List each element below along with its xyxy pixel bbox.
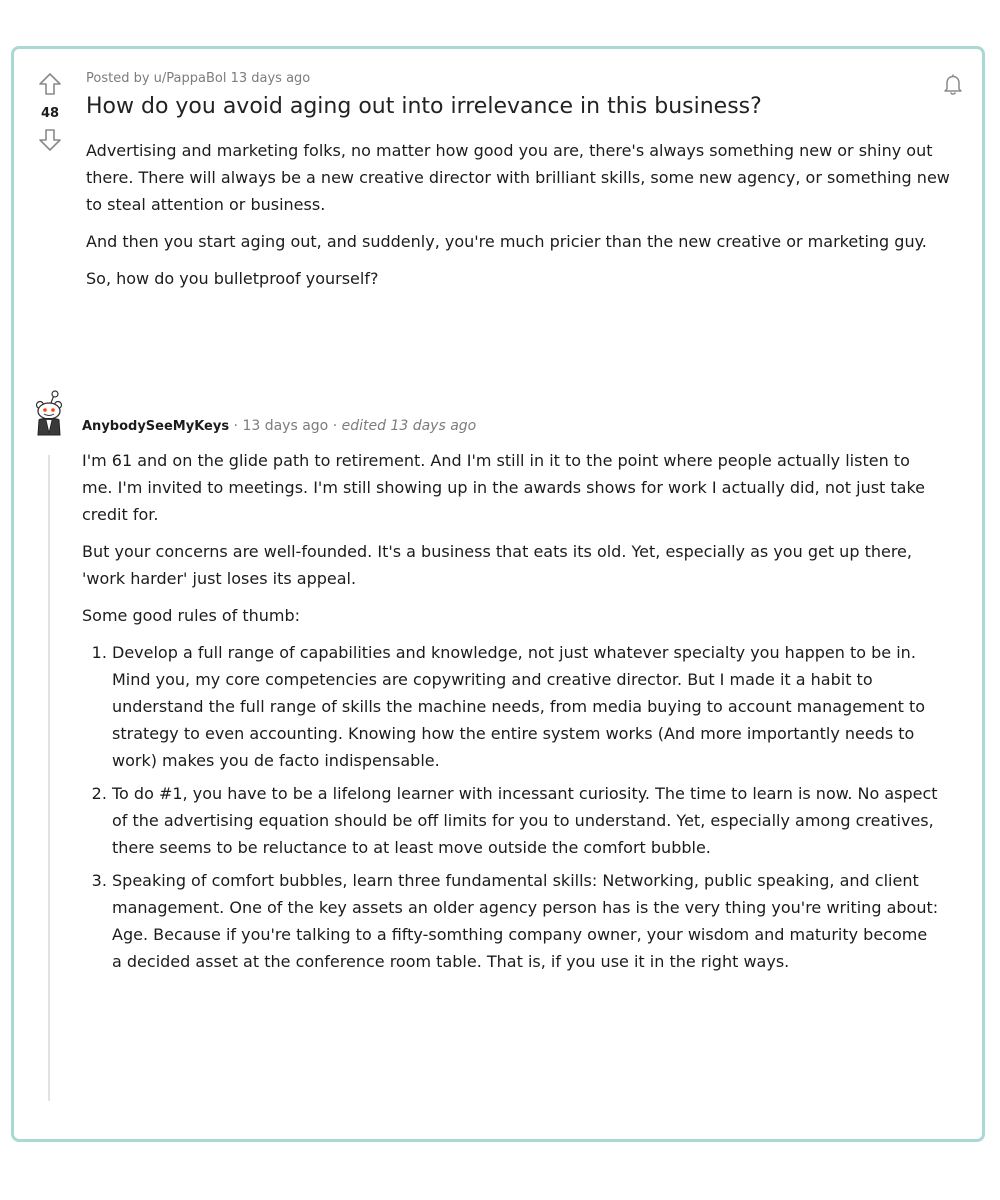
post-title[interactable]: How do you avoid aging out into irrelevance in this business? bbox=[86, 94, 762, 119]
comment-author[interactable]: AnybodySeeMyKeys bbox=[82, 419, 230, 434]
separator: · bbox=[233, 418, 238, 434]
comment-list bbox=[82, 639, 942, 975]
comment-time[interactable]: 13 days ago bbox=[242, 418, 329, 434]
upvote-icon[interactable] bbox=[36, 71, 64, 97]
post-paragraph: So, how do you bulletproof yourself? bbox=[86, 269, 379, 288]
comment-paragraph: I'm 61 and on the glide path to retirement. And I'm still in it to the point where people actually listen to me. I'm invited to meetings. I'm still showing up in the awards shows for work I actually did, not just take credit for. bbox=[82, 451, 926, 524]
vote-count: 48 bbox=[40, 106, 60, 121]
comment-header bbox=[82, 417, 476, 436]
comment-edited: edited 13 days ago bbox=[341, 418, 477, 434]
post-body bbox=[86, 137, 956, 292]
post-paragraph: And then you start aging out, and suddenly, you're much pricier than the new creative or marketing guy. bbox=[86, 232, 927, 251]
list-item: 1. Develop a full range of capabilities and knowledge, not just whatever specialty you happen to be in. Mind you, my core competencies are copywriting and creative director. But I made it a habit to understand the full range of skills the machine needs, from media buying to account management to strategy to even accounting. Knowing how the entire system works (And more importantly needs to work) makes you de facto indispensable. bbox=[112, 639, 942, 774]
posted-by[interactable]: Posted by u/PappaBol 13 days ago bbox=[86, 71, 311, 86]
avatar[interactable] bbox=[32, 389, 66, 443]
thread-line[interactable] bbox=[48, 455, 50, 1101]
comment-body bbox=[82, 447, 942, 981]
list-item: 3. Speaking of comfort bubbles, learn three fundamental skills: Networking, public speaking, and client management. One of the key assets an older agency person has is the very thing you're writing about: Age. Because if you're talking to a fifty-somthing company owner, your wisdom and maturity become a decided asset at the conference room table. That is, if you use it in the right ways. bbox=[112, 867, 942, 975]
downvote-icon[interactable] bbox=[36, 127, 64, 153]
post-paragraph: Advertising and marketing folks, no matter how good you are, there's always something new or shiny out there. There will always be a new creative director with brilliant skills, some new agency, or something new to steal attention or business. bbox=[86, 141, 950, 214]
comment-paragraph: But your concerns are well-founded. It's a business that eats its old. Yet, especially as you get up there, 'work harder' just loses its appeal. bbox=[82, 542, 912, 588]
post bbox=[86, 71, 956, 302]
post-card bbox=[11, 46, 985, 1142]
comment-paragraph: Some good rules of thumb: bbox=[82, 606, 301, 625]
list-item: 2. To do #1, you have to be a lifelong learner with incessant curiosity. The time to learn is now. No aspect of the advertising equation should be off limits for you to understand. Yet, especially among creatives, there seems to be reluctance to at least move outside the comfort bubble. bbox=[112, 780, 942, 861]
separator: · bbox=[332, 418, 338, 434]
vote-column bbox=[36, 71, 64, 153]
